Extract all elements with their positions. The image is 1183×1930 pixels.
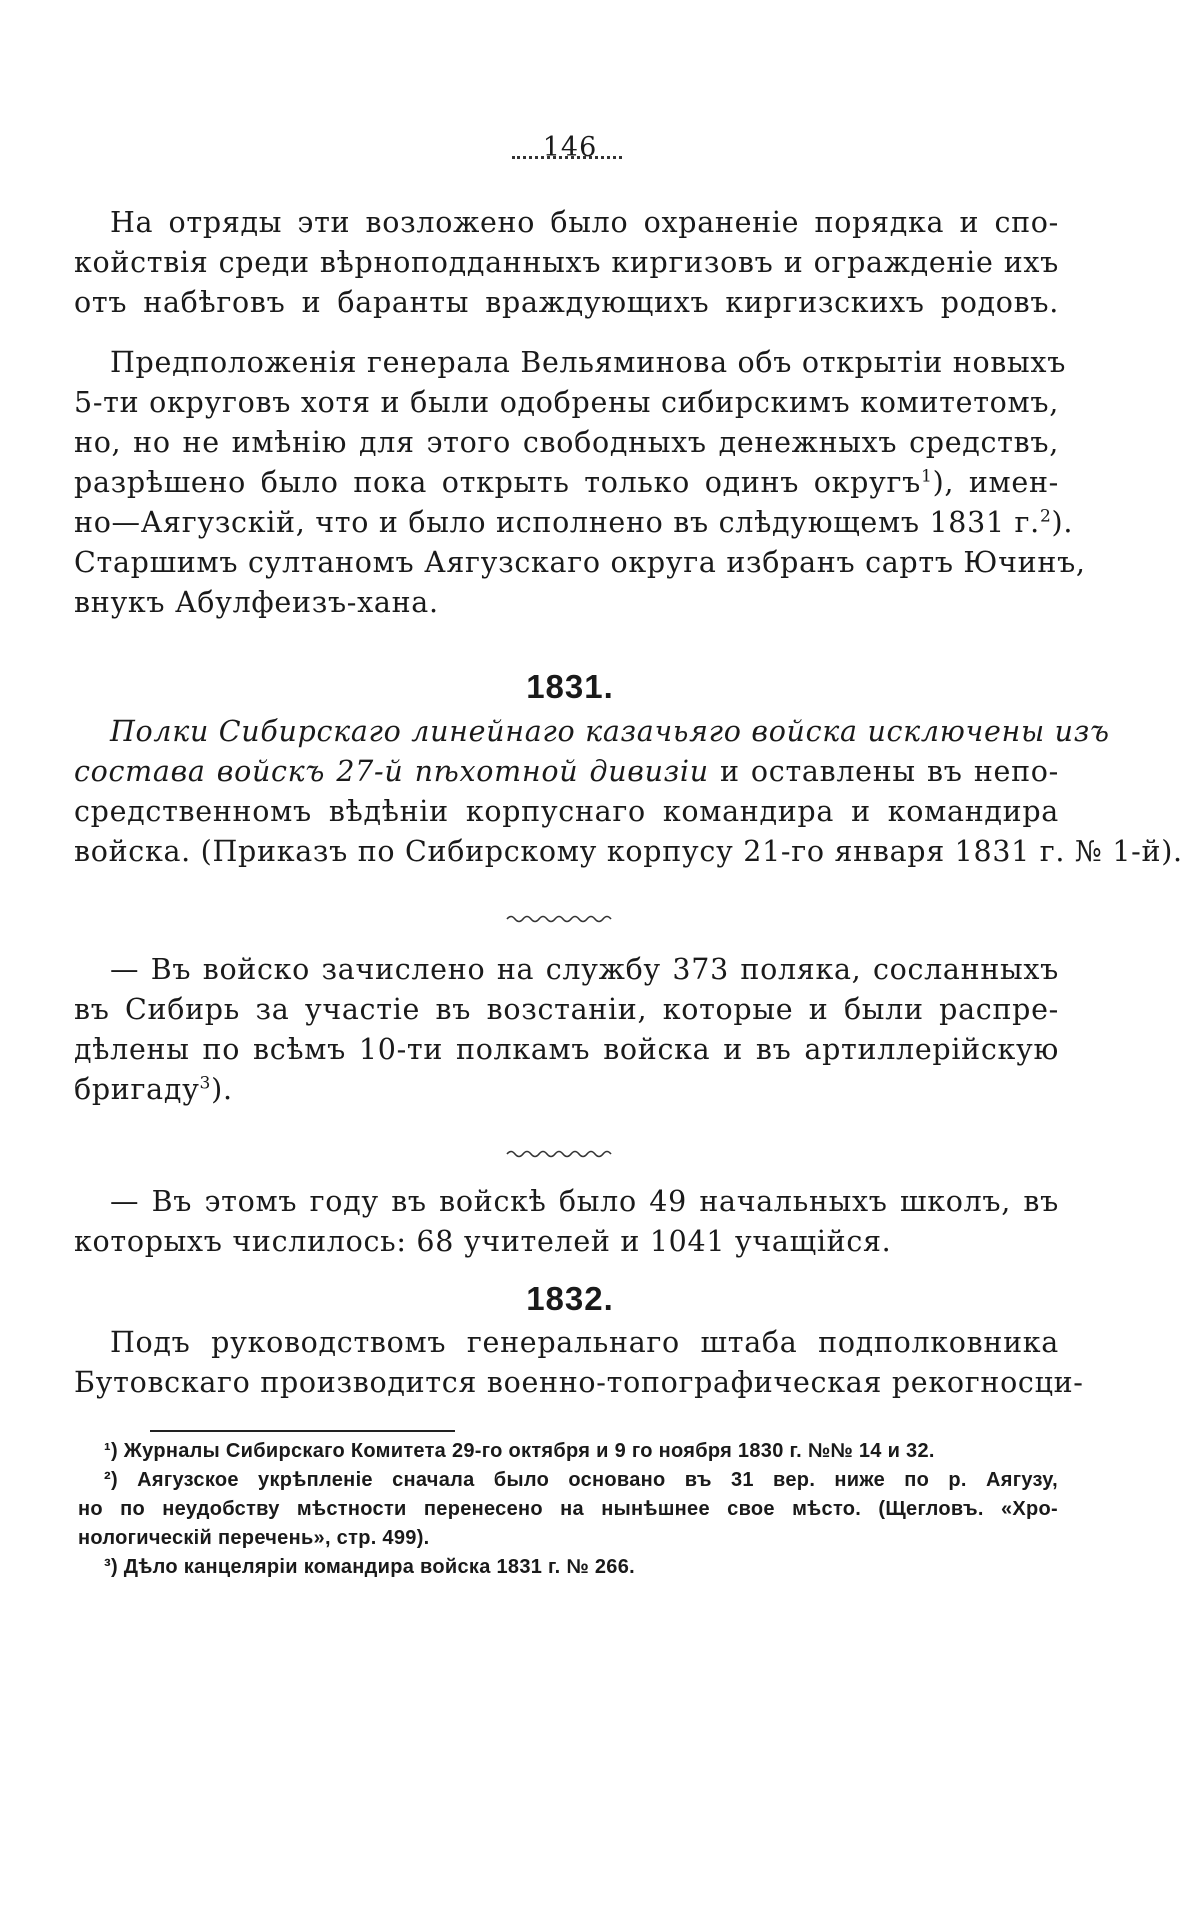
text-line: которыхъ числилось: 68 учителей и 1041 учащійся. <box>74 1225 892 1258</box>
paragraph-6 <box>74 1323 1084 1403</box>
text-segment: ). <box>1051 506 1074 539</box>
footnote-2-cont: нологическій перечень», стр. 499). <box>78 1527 430 1549</box>
text-segment: но—Аягузскій, что и было исполнено въ слѣдующемъ 1831 г. <box>74 506 1040 539</box>
footnote-ref: 2 <box>1039 506 1052 527</box>
wavy-divider <box>505 1147 615 1161</box>
text-line <box>74 503 1074 543</box>
text-line: Подъ руководствомъ генеральнаго штаба подполковника <box>110 1326 1059 1359</box>
text-line <box>74 752 1059 792</box>
paragraph-5 <box>74 1182 1059 1262</box>
footnote-text: Аягузское укрѣпленіе сначала было основано въ 31 вер. ниже по р. Аягузу, <box>137 1469 1059 1491</box>
footnote-ref: 3 <box>199 1073 212 1094</box>
text-line <box>74 1070 1059 1110</box>
paragraph-4 <box>74 950 1059 1110</box>
text-segment: и оставлены въ непо- <box>708 755 1059 788</box>
footnote-mark: ²) <box>104 1469 118 1491</box>
footnote-1 <box>78 1437 1058 1466</box>
text-line: въ Сибирь за участіе въ возстаніи, которые и были распре- <box>74 993 1059 1026</box>
text-line <box>74 463 1059 503</box>
paragraph-2 <box>74 343 1086 623</box>
paragraph-3 <box>74 712 1183 872</box>
text-line: Бутовскаго производится военно-топографическая рекогносци- <box>74 1366 1084 1399</box>
footnote-text: Журналы Сибирскаго Комитета 29-го октября и 9 го ноября 1830 г. №№ 14 и 32. <box>123 1440 935 1462</box>
text-line: Полки Сибирскаго линейнаго казачьяго войска исключены изъ <box>110 715 1110 748</box>
footnote-2 <box>78 1466 1058 1495</box>
footnote-mark: ¹) <box>104 1440 118 1462</box>
text-line: Предположенія генерала Вельяминова объ открытіи новыхъ <box>110 346 1067 379</box>
text-line: Старшимъ султаномъ Аягузскаго округа избранъ сартъ Ючинъ, <box>74 546 1086 579</box>
text-line: внукъ Абулфеизъ-хана. <box>74 586 439 619</box>
text-line: На отряды эти возложено было охраненіе порядка и спо- <box>110 206 1059 239</box>
text-segment: ), имен- <box>932 466 1060 499</box>
footnotes <box>78 1437 1058 1582</box>
page-number: 146 <box>542 132 598 163</box>
paragraph-1 <box>74 203 1059 323</box>
text-segment: состава войскъ 27-й пѣхотной дивизіи <box>74 755 709 788</box>
footnote-text: Дѣло канцеляріи командира войска 1831 г. № 266. <box>123 1556 635 1578</box>
text-line: 5-ти округовъ хотя и были одобрены сибирскимъ комитетомъ, <box>74 386 1059 419</box>
text-segment: сред <box>74 795 146 828</box>
wavy-divider <box>505 912 615 926</box>
text-line <box>74 792 1059 832</box>
footnote-3 <box>78 1553 1058 1582</box>
year-heading-1831: 1831. <box>526 668 614 705</box>
text-segment: ственномъ вѣдѣніи корпуснаго командира и командира <box>145 795 1059 828</box>
text-line: но, но не имѣнію для этого свободныхъ денежныхъ средствъ, <box>74 426 1059 459</box>
text-line: отъ набѣговъ и баранты враждующихъ киргизскихъ родовъ. <box>74 286 1059 319</box>
page-number-dots <box>512 152 622 159</box>
text-segment: разрѣшено было пока открыть только одинъ округъ <box>74 466 921 499</box>
text-segment: ). <box>211 1073 233 1106</box>
text-line: — Въ этомъ году въ войскѣ было 49 начальныхъ школъ, въ <box>110 1185 1059 1218</box>
footnote-ref: 1 <box>921 466 933 487</box>
text-line: — Въ войско зачислено на службу 373 поляка, сосланныхъ <box>110 953 1059 986</box>
text-segment: бригаду <box>74 1073 200 1106</box>
footnote-separator <box>150 1430 455 1432</box>
year-heading-1832: 1832. <box>526 1280 614 1317</box>
footnote-mark: ³) <box>104 1556 118 1578</box>
text-line: войска. (Приказъ по Сибирскому корпусу 21-го января 1831 г. № 1-й). <box>74 835 1183 868</box>
footnote-2-cont: но по неудобству мѣстности перенесено на нынѣшнее свое мѣсто. (Щегловъ. «Хро- <box>78 1498 1058 1520</box>
text-line: койствія среди вѣрноподданныхъ киргизовъ и огражденіе ихъ <box>74 246 1059 279</box>
text-line: дѣлены по всѣмъ 10-ти полкамъ войска и въ артиллерійскую <box>74 1033 1059 1066</box>
